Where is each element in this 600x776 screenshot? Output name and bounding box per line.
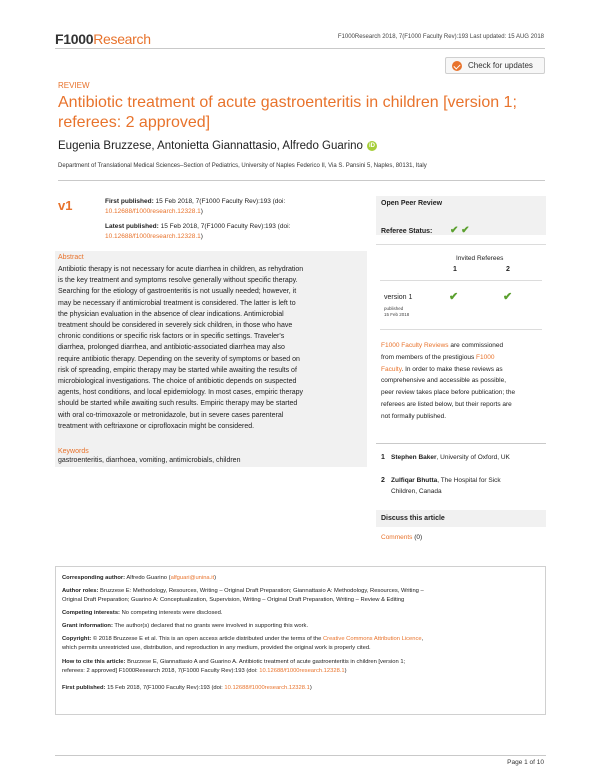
approved-check-icon: ✔	[450, 225, 459, 236]
abstract-line: the physician evaluation in the absence of clear indications. Antimicrobial	[58, 310, 284, 318]
referee-number-1: 1	[453, 266, 457, 273]
discuss-heading: Discuss this article	[381, 515, 445, 522]
abstract-body	[58, 264, 364, 432]
affiliation: Department of Translational Medical Sciences–Section of Pediatrics, University of Naples Federico II, Via S. Pansini 5, Naples, 80131, Italy	[58, 163, 427, 169]
grant-information	[62, 622, 542, 631]
version-published-label: published	[384, 306, 404, 311]
info-text: )	[309, 685, 312, 691]
referee-2-affiliation-cont: Children, Canada	[391, 488, 442, 495]
note-text: not formally published.	[381, 412, 447, 420]
invited-referees-label: Invited Referees	[456, 255, 504, 262]
abstract-line: is the key treatment and symptoms resolve generally without specific therapy.	[58, 277, 298, 285]
abstract-line: diarrhea, prolonged diarrhea, and antibiotic-associated diarrhea may also	[58, 344, 285, 352]
referee-1-number: 1	[381, 454, 385, 461]
abstract-heading: Abstract	[58, 254, 84, 261]
referee-2-approved-icon[interactable]: ✔	[503, 291, 513, 303]
referee-2-affiliation: , The Hospital for Sick	[437, 477, 501, 484]
abstract-line: agents, host conditions, and local epidemiology. In most cases, empiric therapy	[58, 389, 303, 397]
note-text: comprehensive and accessible as possible,	[381, 377, 507, 385]
divider	[376, 443, 546, 444]
check-updates-button[interactable]	[445, 57, 545, 74]
cite-doi-link[interactable]: 10.12688/f1000research.12328.1	[259, 668, 345, 674]
open-peer-review-heading: Open Peer Review	[381, 200, 443, 207]
check-updates-icon	[452, 61, 462, 71]
footer-doi-link[interactable]: 10.12688/f1000research.12328.1	[224, 685, 310, 691]
info-text: referees: 2 approved] F1000Research 2018, 7(F1000 Faculty Rev):193 (doi:	[62, 668, 260, 674]
first-published-label: First published:	[105, 198, 154, 205]
info-label: Competing interests:	[62, 610, 120, 616]
info-text: The author(s) declared that no grants were involved in supporting this work.	[112, 623, 309, 629]
article-type-label: REVIEW	[58, 81, 90, 90]
info-text: )	[344, 668, 347, 674]
author-roles	[62, 587, 542, 605]
info-text: 15 Feb 2018, 7(F1000 Faculty Rev):193 (doi:	[105, 685, 225, 691]
keywords-heading: Keywords	[58, 448, 89, 455]
info-label: Copyright:	[62, 636, 92, 642]
version-published-date: 15 Feb 2018	[384, 312, 410, 317]
info-text: Original Draft Preparation; Guarino A: Conceptualization, Supervision, Writing – Original Draft Preparation, Writing – Review & Editing	[62, 597, 405, 603]
info-label: How to cite this article:	[62, 659, 126, 665]
referee-1-approved-icon[interactable]: ✔	[449, 291, 459, 303]
referee-1-entry	[391, 452, 541, 463]
abstract-line: treatment with ceftriaxone or ciprofloxacin might be considered.	[58, 422, 255, 430]
approved-check-icon: ✔	[461, 225, 470, 236]
latest-published	[105, 222, 355, 242]
divider	[376, 244, 546, 245]
keywords: gastroenteritis, diarrhoea, vomiting, antimicrobials, children	[58, 457, 241, 464]
latest-published-label: Latest published:	[105, 223, 159, 230]
info-text: © 2018 Bruzzese E et al. This is an open access article distributed under the terms of the	[91, 636, 323, 642]
paren-close: )	[200, 208, 203, 215]
abstract-line: require antibiotic therapy. Depending on the severity of symptoms or based on	[58, 355, 300, 363]
latest-doi-link[interactable]: 10.12688/f1000research.12328.1	[105, 233, 201, 240]
header-meta: F1000Research 2018, 7(F1000 Faculty Rev):193 Last updated: 15 AUG 2018	[337, 34, 544, 40]
referee-status-label: Referee Status:	[381, 228, 433, 235]
info-text: No competing interests were disclosed.	[119, 610, 223, 616]
abstract-line: may be necessary if antimicrobial treatment is considered. The latter is left to	[58, 299, 296, 307]
referee-status-checks	[450, 225, 470, 236]
abstract-line: Searching for the etiology of gastroenteritis is not usually needed; however, it	[58, 288, 297, 296]
first-doi-link[interactable]: 10.12688/f1000research.12328.1	[105, 208, 201, 215]
f1000-faculty-link[interactable]: Faculty	[381, 365, 402, 373]
version-1-row-label[interactable]: version 1	[384, 294, 413, 301]
faculty-reviews-link[interactable]: F1000 Faculty Reviews	[381, 342, 449, 349]
referee-1-name: Stephen Baker	[391, 454, 437, 461]
referee-2-number: 2	[381, 477, 385, 484]
abstract-line: Antibiotic therapy is not necessary for acute diarrhea in children, as rehydration	[58, 266, 304, 273]
competing-interests	[62, 609, 542, 618]
divider	[55, 755, 546, 756]
referee-1-affiliation: , University of Oxford, UK	[436, 454, 510, 461]
abstract-line: should be started while awaiting such results. Empiric therapy may be started	[58, 400, 298, 408]
article-title: Antibiotic treatment of acute gastroenteritis in children [version 1; referees: 2 approved]	[58, 94, 517, 131]
abstract-line: microbiological investigations. The choice of antibiotic depends on suspected	[58, 378, 297, 386]
copyright	[62, 635, 542, 653]
divider	[55, 48, 545, 49]
version-1-date	[384, 306, 409, 318]
comments-row	[381, 534, 422, 541]
f1000-faculty-link[interactable]: F1000	[476, 353, 495, 361]
note-text: . In order to make these reviews as	[401, 365, 503, 373]
comments-count: (0)	[412, 534, 423, 541]
abstract-line: with oral co-trimoxazole or metronidazole, but in severe cases parenteral	[58, 411, 284, 419]
note-text: are commissioned	[448, 342, 504, 349]
info-label: Grant information:	[62, 623, 113, 629]
info-text: which permits unrestricted use, distribution, and reproduction in any medium, provided the original work is properly cited.	[62, 645, 371, 651]
referee-2-entry	[391, 475, 541, 497]
info-label: Corresponding author:	[62, 575, 126, 581]
first-published-text: 15 Feb 2018, 7(F1000 Faculty Rev):193 (doi:	[153, 198, 286, 205]
journal-logo	[55, 31, 151, 47]
how-to-cite	[62, 658, 542, 676]
first-published	[105, 197, 355, 217]
logo-sub: Research	[93, 31, 151, 47]
abstract-line: risk of spreading, empiric therapy may be started while awaiting the results of	[58, 366, 297, 374]
info-text: Bruzzese E, Giannattasio A and Guarino A. Antibiotic treatment of acute gastroenteritis in children [version 1;	[125, 659, 406, 665]
note-text: from members of the prestigious	[381, 353, 477, 361]
corresponding-author	[62, 574, 542, 583]
page-number: Page 1 of 10	[507, 759, 544, 766]
note-text: peer review takes place before publication; the	[381, 389, 516, 397]
info-label: First published:	[62, 685, 106, 691]
divider	[380, 329, 542, 330]
version-label: v1	[58, 198, 73, 213]
info-text: )	[214, 575, 217, 581]
abstract-line: treatment should be considered in severely sick children, in those who have	[58, 322, 293, 330]
info-text: Alfredo Guarino (	[125, 575, 171, 581]
note-text: referees are listed below, but their reports are	[381, 400, 512, 408]
comments-link[interactable]: Comments	[381, 534, 413, 541]
referee-2-name: Zulfiqar Bhutta	[391, 477, 438, 484]
logo-main: F1000	[55, 31, 94, 47]
author-list	[58, 140, 377, 152]
first-published-footer	[62, 684, 542, 693]
info-text: Bruzzese E: Methodology, Resources, Writing – Original Draft Preparation; Giannattasio A: Methodology, Resources, Writing –	[98, 588, 424, 594]
info-text: ,	[421, 636, 424, 642]
paren-close: )	[200, 233, 203, 240]
divider	[58, 180, 545, 181]
divider	[380, 280, 542, 281]
referee-number-2: 2	[506, 266, 510, 273]
orcid-icon[interactable]: iD	[368, 143, 375, 149]
faculty-review-note	[381, 340, 546, 423]
latest-published-text: 15 Feb 2018, 7(F1000 Faculty Rev):193 (doi:	[158, 223, 291, 230]
info-label: Author roles:	[62, 588, 99, 594]
licence-link[interactable]: Creative Commons Attribution Licence	[322, 636, 422, 642]
abstract-line: chronic conditions or specific risk factors or in specific settings. Traveler's	[58, 333, 285, 341]
email-link[interactable]: alfguari@unina.it	[170, 575, 215, 581]
check-updates-label: Check for updates	[468, 61, 533, 70]
authors-text: Eugenia Bruzzese, Antonietta Giannattasio, Alfredo Guarino	[58, 140, 363, 152]
